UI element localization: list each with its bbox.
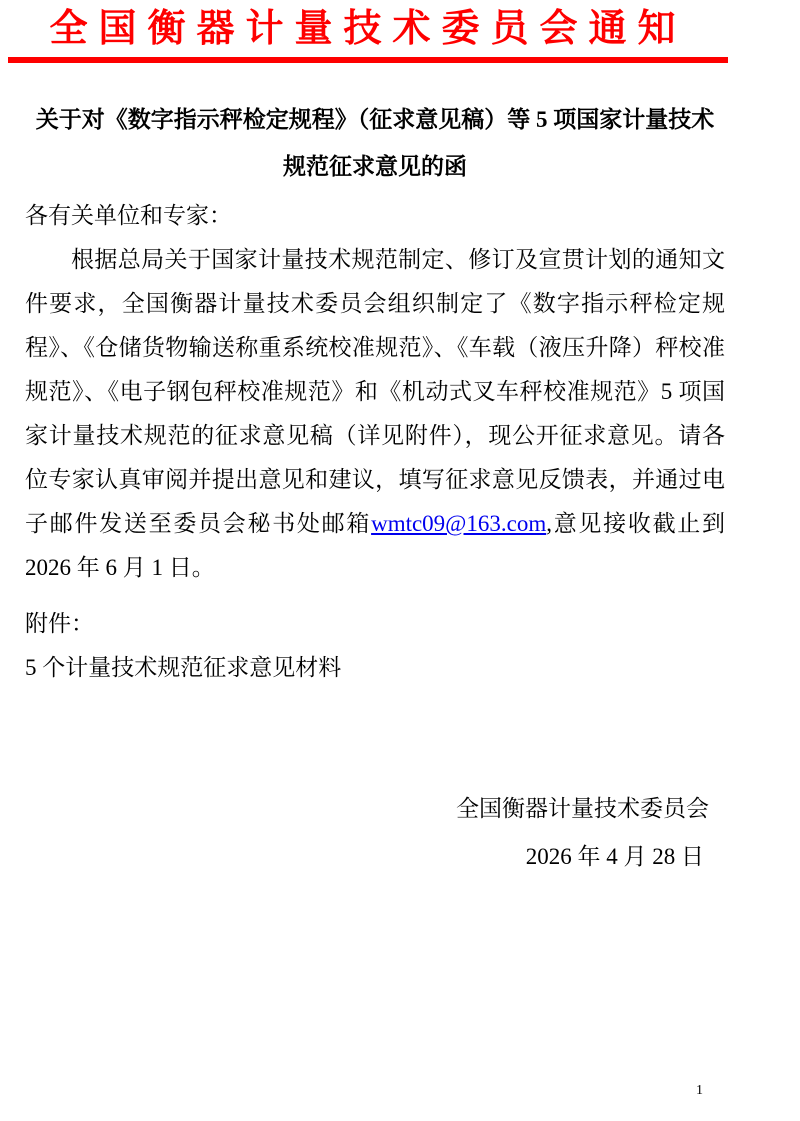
letterhead-rule [8,57,728,63]
body-paragraph [25,238,725,590]
salutation: 各有关单位和专家： [25,203,232,228]
letterhead-title: 全国衡器计量技术委员会通知 [49,8,687,50]
body-text-before-email: 根据总局关于国家计量技术规范制定、修订及宣贯计划的通知文件要求，全国衡器计量技术委员会组织制定了《数字指示秤检定规程》、《仓储货物输送称重系统校准规范》、《车载（液压升降）秤校准规范》、《电子钢包秤校准规范》和《机动式叉车秤校准规范》5 项国家计量技术规范的征求意见稿（详见附件），现公开征求意见。请各位专家认真审阅并提出意见和建议，填写征求意见反馈表，并通过电子邮件发送至委员会秘书处邮箱 [25,247,725,536]
attachment-label: 附件： [25,611,94,636]
signature-organization: 全国衡器计量技术委员会 [456,796,709,821]
signature-date: 2026 年 4 月 28 日 [525,844,704,869]
document-title: 关于对《数字指示秤检定规程》（征求意见稿）等 5 项国家计量技术规范征求意见的函 [35,107,715,179]
email-link[interactable]: wmtc09@163.com [371,511,547,536]
document-body [25,96,725,881]
attachment-item: 5 个计量技术规范征求意见材料 [25,655,342,680]
page-number: 1 [696,1083,703,1098]
body-text-after-email: ,意见接收截止到 2026 年 6 月 1 日。 [25,511,726,580]
